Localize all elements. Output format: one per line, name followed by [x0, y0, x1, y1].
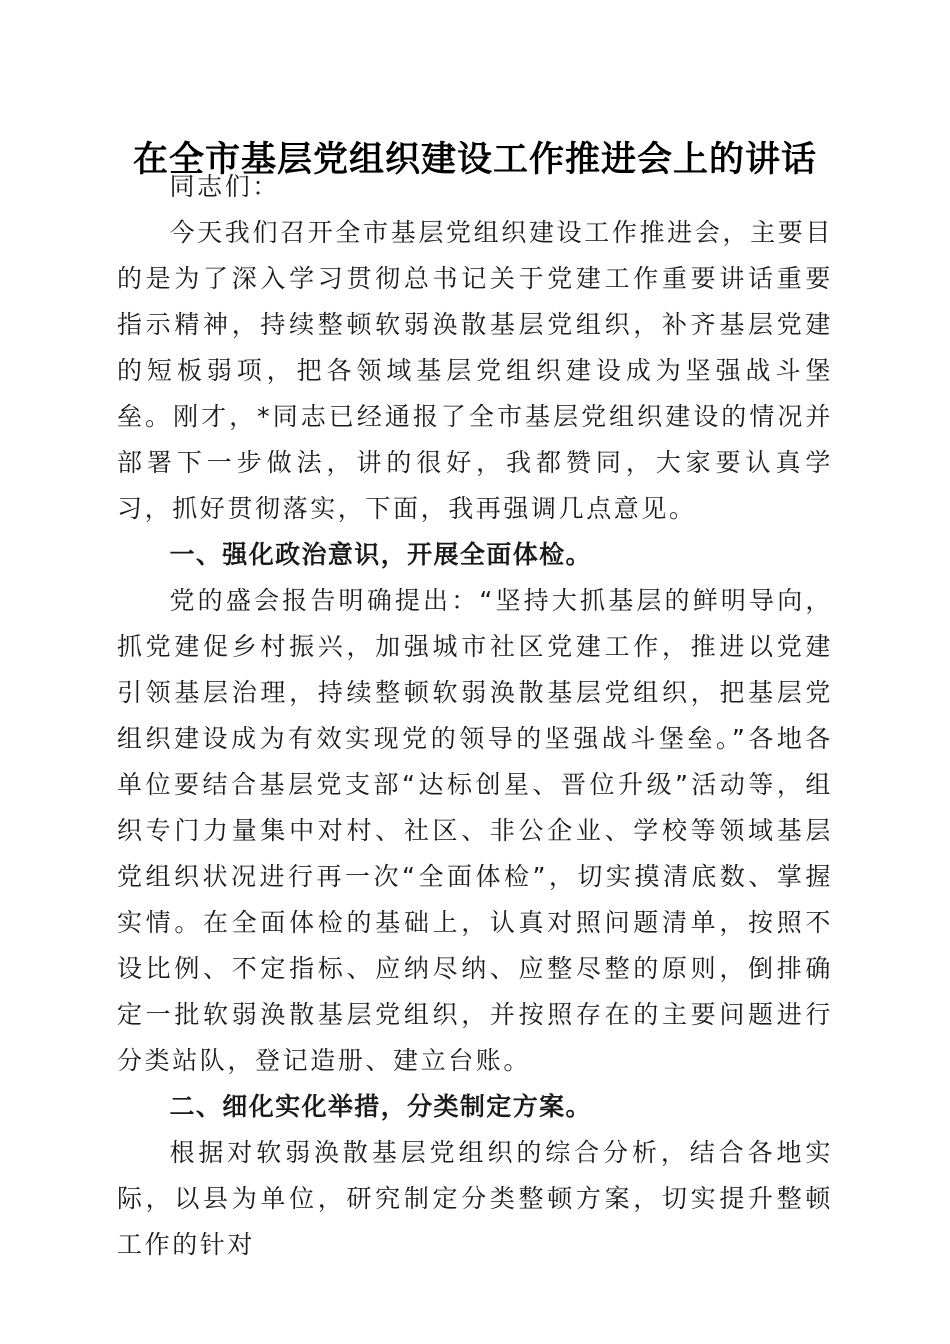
section-heading-1: 一、强化政治意识，开展全面体检。 — [169, 540, 592, 569]
document-title: 在全市基层党组织建设工作推进会上的讲话 — [132, 139, 817, 180]
paragraph-section-1: 党的盛会报告明确提出：“坚持大抓基层的鲜明导向，抓党建促乡村振兴，加强城市社区党建工作，推进以党建引领基层治理，持续整顿软弱涣散基层党组织，把基层党组织建设成为有效实现党的领导的坚强战斗堡垒。”各地各单位要结合基层党支部“达标创星、晋位升级”活动等，组织专门力量集中对村、社区、非公企业、学校等领域基层党组织状况进行再一次“全面体检”，切实摸清底数、掌握实情。在全面体检的基础上，认真对照问题清单，按照不设比例、不定指标、应纳尽纳、应整尽整的原则，倒排确定一批软弱涣散基层党组织，并按照存在的主要问题进行分类站队，登记造册、建立台账。 — [117, 586, 833, 1075]
document-body — [117, 164, 833, 1268]
paragraph-intro: 今天我们召开全市基层党组织建设工作推进会，主要目的是为了深入学习贯彻总书记关于党建工作重要讲话重要指示精神，持续整顿软弱涣散基层党组织，补齐基层党建的短板弱项，把各领域基层党组织建设成为坚强战斗堡垒。刚才，*同志已经通报了全市基层党组织建设的情况并部署下一步做法，讲的很好，我都赞同，大家要认真学习，抓好贯彻落实，下面，我再强调几点意见。 — [117, 218, 833, 523]
section-heading-2: 二、细化实化举措，分类制定方案。 — [169, 1092, 592, 1121]
salutation: 同志们： — [169, 172, 280, 201]
paragraph-section-2: 根据对软弱涣散基层党组织的综合分析，结合各地实际，以县为单位，研究制定分类整顿方案，切实提升整顿工作的针对 — [117, 1138, 833, 1259]
